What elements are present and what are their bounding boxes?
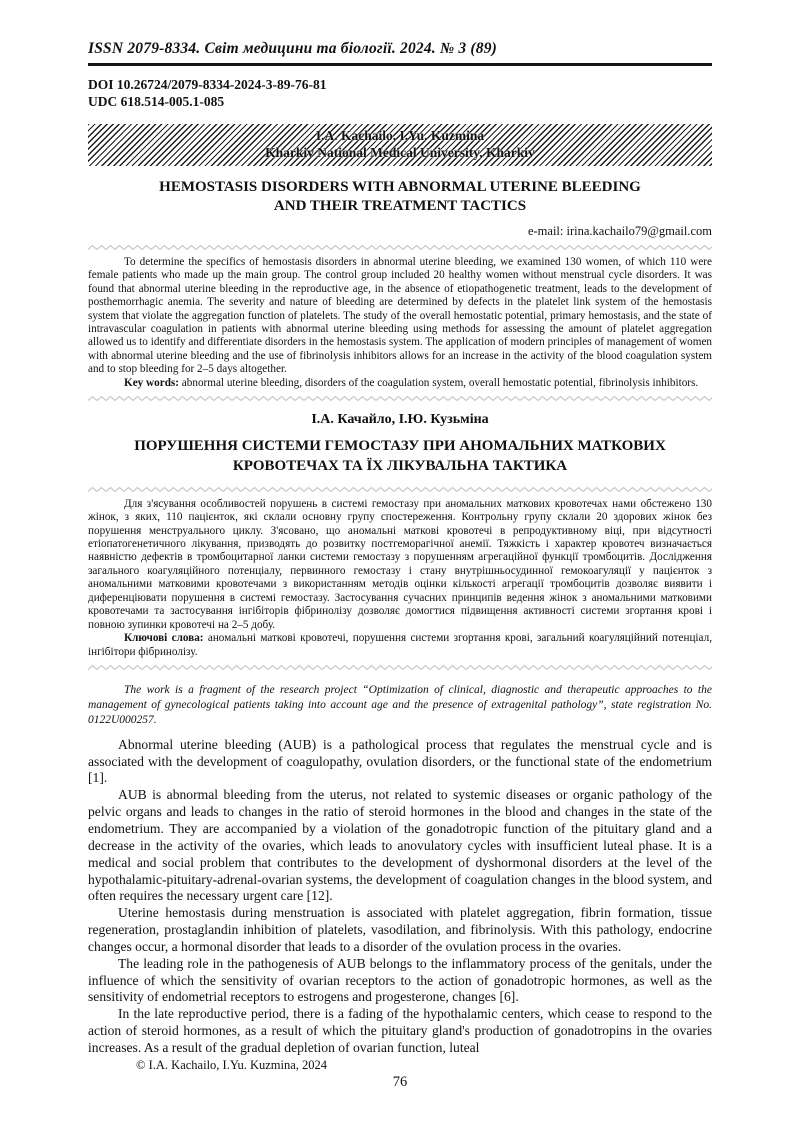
doi-udc-block — [88, 77, 712, 111]
body-paragraph: Abnormal uterine bleeding (AUB) is a pathological process that regulates the menstrual cycle and is associated with the development of coagulopathy, ovulation disorders, or the functional state of the endometrium [1]. — [88, 736, 712, 786]
article-body — [88, 737, 712, 1057]
research-project-note: The work is a fragment of the research project “Optimization of clinical, diagnostic and therapeutic approaches to the management of gynecological patients taking into account age and the presence of extragenital pathology”, state registration No. 0122U000257. — [88, 683, 712, 726]
keywords-en-label: Key words: — [124, 376, 179, 389]
authors-hatched-band — [88, 124, 712, 166]
article-title-en-line2: AND THEIR TREATMENT TACTICS — [273, 198, 527, 215]
keywords-en — [88, 377, 712, 390]
zigzag-separator-1 — [88, 244, 712, 251]
article-title-en-line1: HEMOSTASIS DISORDERS WITH ABNORMAL UTERINE BLEEDING — [159, 178, 641, 195]
udc-line: UDC 618.514-005.1-085 — [88, 93, 225, 109]
zigzag-separator-2 — [88, 395, 712, 402]
page-number: 76 — [392, 1074, 408, 1090]
doi-line: DOI 10.26724/2079-8334-2024-3-89-76-81 — [88, 77, 327, 92]
footer-copyright: © I.A. Kachailo, I.Yu. Kuzmina, 2024 — [136, 1058, 328, 1072]
authors-uk: І.А. Качайло, І.Ю. Кузьміна — [311, 412, 489, 428]
issn-journal-line: ISSN 2079-8334. Світ медицини та біології. 2024. № 3 (89) — [88, 40, 712, 66]
zigzag-separator-3 — [88, 486, 712, 493]
abstract-uk-text: Для з'ясування особливостей порушень в системі гемостазу при аномальних маткових кровотечах нами обстежено 130 жінок, з яких, 110 пацієнток, які склали основну групу спостереження. Контрольну групу склали 20 здорових жінок без порушення менструального циклу. З'ясовано, що аномальні маткові кровотечі в репродуктивному віці, при відсутності етіопатогенетичного лікування, призводять до розвитку постгеморагічної анемії. Тяжкість і характер кровотеч визначається наявністю дефектів в тромбоцитарної ланки системи гемостазу з порушенням агрегаційної функції тромбоцитів. Дослідження загального коагуляційного потенціалу, первинного гемостазу і стану внутрішньосудинної гемокоагуляції у пацієнток з аномальними матковими кровотечами з використанням методів оцінки кількості агрегації тромбоцитів дозволяє виявити і диференціювати порушення в системі гемостазу. Застосування сучасних принципів ведення жінок з аномальними матковими кровотечами та застосування інгібіторів фібринолізу дозволяє домогтися підвищення активності системи згортання крові і повною зупинки кровотечі на 2–5 добу. — [88, 497, 712, 631]
keywords-uk-label: Ключові слова: — [124, 632, 204, 645]
keywords-uk-text: аномальні маткові кровотечі, порушення системи згортання крові, загальний коагуляційний потенціал, інгібітори фібринолізу. — [88, 632, 712, 658]
affiliation-en: Kharkiv National Medical University, Kharkiv — [265, 145, 535, 161]
article-title-uk-line2: КРОВОТЕЧАХ ТА ЇХ ЛІКУВАЛЬНА ТАКТИКА — [232, 458, 568, 475]
article-title-uk-line1: ПОРУШЕННЯ СИСТЕМИ ГЕМОСТАЗУ ПРИ АНОМАЛЬНИХ МАТКОВИХ — [134, 438, 666, 455]
abstract-en — [88, 256, 712, 390]
article-title-uk — [88, 436, 712, 477]
body-paragraph: Uterine hemostasis during menstruation is associated with platelet aggregation, fibrin formation, tissue regeneration, prostaglandin inhibition of platelets, vasodilation, and fibrinolysis. With this pathology, endocrine changes occur, a hormonal disorder that leads to a disorder of the ovulation process in the ovaries. — [88, 905, 712, 954]
abstract-en-text: To determine the specifics of hemostasis disorders in abnormal uterine bleeding, we examined 130 women, of which 110 were female patients who made up the main group. The control group included 20 healthy women without menstrual cycle disorders. It was found that abnormal uterine bleeding in the reproductive age, in the absence of etiopathogenetic treatment, leads to the development of posthemorrhagic anemia. The severity and nature of bleeding are determined by defects in the platelet link system of the hemostasis system that violate the aggregation function of platelets. The study of the overall hemostatic potential, primary hemostasis, and the state of intravascular coagulation in patients with abnormal uterine bleeding using methods for assessing the amount of platelet aggregation allowed us to identify and differentiate disorders in the hemostasis system. The application of modern principles of management of women with abnormal uterine bleeding and the use of fibrinolysis inhibitors allows for an increase in the activity of the blood coagulation system and to stop bleeding for 2–5 days altogether. — [88, 255, 712, 376]
article-title-en — [88, 178, 712, 217]
keywords-en-text: abnormal uterine bleeding, disorders of the coagulation system, overall hemostatic potential, fibrinolysis inhibitors. — [179, 376, 699, 389]
email-line: e-mail: irina.kachailo79@gmail.com — [527, 223, 712, 238]
abstract-uk — [88, 498, 712, 659]
body-paragraph: AUB is abnormal bleeding from the uterus, not related to systemic diseases or organic pathology of the pelvic organs and leads to changes in the ratio of steroid hormones in the blood and changes in the state of the endometrium. They are accompanied by a violation of the gonadotropic function of the pituitary gland and a decrease in the activity of the ovaries, which leads to anovulatory cycles with insufficient luteal phase. It is a medical and social problem that contributes to the development of dyshormonal disorders at the level of the hypothalamic-pituitary-adrenal-ovarian systems, the development of coagulation changes in the blood system, and often requires the necessary urgent care [12]. — [88, 787, 712, 904]
body-paragraph: In the late reproductive period, there is a fading of the hypothalamic centers, which cease to respond to the action of steroid hormones, as a result of which the pituitary gland's production of gonadotropins in the ovaries increases. As a result of the gradual depletion of ovarian function, luteal — [88, 1006, 712, 1055]
authors-en: I.A. Kachailo, I.Yu. Kuzmina — [315, 127, 485, 143]
keywords-uk — [88, 632, 712, 659]
zigzag-separator-4 — [88, 664, 712, 671]
body-paragraph: The leading role in the pathogenesis of AUB belongs to the inflammatory process of the genitals, under the influence of which the sensitivity of ovarian receptors to the action of gonadotropic hormones, as well as the sensitivity of endometrial receptors to estrogens and progesterone, changes [6]. — [88, 955, 712, 1005]
